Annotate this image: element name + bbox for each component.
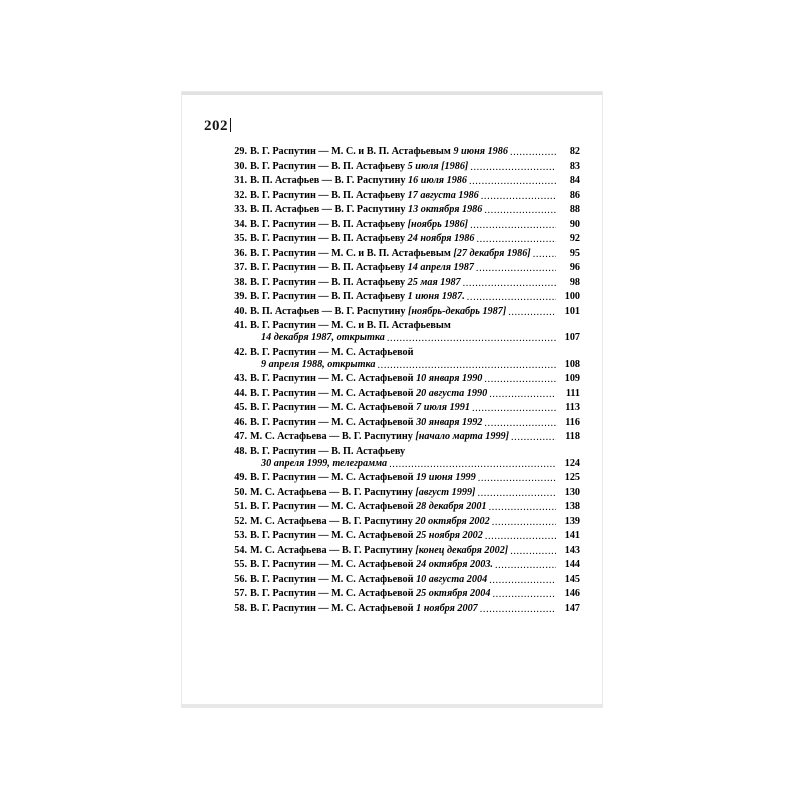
toc-entry-number: 35. — [234, 233, 247, 244]
toc-entry-correspondents: В. Г. Распутин — М. С. Астафьевой — [250, 559, 417, 570]
toc-leader-dots — [489, 389, 556, 397]
toc-entry-correspondents: В. Г. Распутин — М. С. Астафьевой — [250, 472, 417, 483]
toc-entry-correspondents: В. Г. Распутин — М. С. Астафьевой — [250, 573, 417, 585]
toc-entry-date: [конец декабря 2002] — [415, 544, 509, 556]
toc-entry-number: 33. — [234, 204, 247, 215]
toc-entry-number: 52. — [234, 515, 247, 527]
page-number — [204, 118, 231, 135]
toc-entry-page: 111 — [565, 387, 580, 399]
toc-entry-title — [250, 432, 509, 442]
toc-entry-number: 36. — [234, 247, 247, 259]
toc-entry-title — [250, 418, 482, 428]
toc-entry — [228, 205, 580, 215]
toc-leader-dots — [389, 459, 556, 467]
toc-entry-number: 29. — [234, 146, 247, 157]
toc-entry-page: 146 — [564, 588, 580, 599]
toc-entry-page: 107 — [564, 332, 580, 343]
toc-entry — [228, 374, 580, 384]
toc-entry-page: 139 — [564, 515, 580, 527]
toc-entry-page: 118 — [565, 431, 580, 442]
toc-entry-number: 30. — [234, 160, 247, 172]
toc-leader-dots — [508, 307, 556, 315]
toc-entry-date: 9 апреля 1988, открытка — [261, 358, 376, 370]
toc-entry-page: 141 — [564, 530, 580, 541]
toc-entry-title — [250, 205, 482, 215]
toc-entry-date: 30 апреля 1999, телеграмма — [261, 457, 388, 469]
toc-entry-date: [27 декабря 1986] — [453, 247, 531, 259]
toc-entry-correspondents: В. Г. Распутин — М. С. Астафьевой — [250, 346, 414, 358]
toc-entry-correspondents: В. Г. Распутин — М. С. Астафьевой — [250, 402, 417, 413]
toc-entry — [228, 162, 580, 172]
toc-entry-date: 28 декабря 2001 — [416, 501, 487, 512]
toc-entry-title — [250, 517, 490, 527]
toc-entry-date: 25 мая 1987 — [407, 276, 461, 288]
page-bottom-rule — [182, 704, 602, 707]
toc-entry-number: 49. — [234, 472, 247, 483]
toc-leader-dots — [478, 473, 556, 481]
toc-entry-number: 58. — [234, 602, 247, 614]
toc-entry-correspondents: В. Г. Распутин — В. П. Астафьеву — [250, 262, 408, 273]
toc-entry-date: 24 ноября 1986 — [407, 233, 475, 244]
toc-entry-page: 100 — [564, 291, 580, 302]
toc-entry-number: 51. — [234, 501, 247, 512]
toc-entry-correspondents: В. П. Астафьев — В. Г. Распутину — [250, 175, 408, 186]
toc-entry-title — [250, 249, 531, 259]
toc-entry-title — [250, 176, 467, 186]
toc-leader-dots — [510, 546, 556, 554]
toc-entry-number: 31. — [234, 175, 247, 186]
toc-entry-title — [250, 263, 474, 273]
toc-entry-date: 20 августа 1990 — [416, 387, 488, 399]
toc-entry-date: 24 октября 2003. — [416, 559, 493, 570]
toc-entry-number: 39. — [234, 291, 247, 302]
toc-entry — [228, 220, 580, 230]
toc-entry-number: 43. — [234, 373, 247, 384]
toc-entry-date: 16 июля 1986 — [408, 175, 467, 186]
toc-entry-correspondents: В. Г. Распутин — М. С. Астафьевой — [250, 530, 417, 541]
toc-entry-page: 147 — [564, 602, 580, 614]
toc-entry-page: 90 — [569, 218, 580, 230]
toc-entry — [228, 403, 580, 413]
toc-entry-number: 53. — [234, 530, 247, 541]
toc-entry-title — [250, 307, 506, 317]
toc-entry-page: 83 — [569, 160, 580, 172]
toc-leader-dots — [489, 575, 556, 583]
toc-leader-dots — [463, 278, 556, 286]
toc-entry-date: [август 1999] — [415, 486, 476, 498]
toc-entry — [228, 531, 580, 541]
toc-entry-date: [ноябрь-декабрь 1987] — [408, 305, 507, 317]
toc-entry-number: 55. — [234, 559, 247, 570]
toc-entry-date: 25 октября 2004 — [416, 588, 491, 599]
toc-leader-dots — [467, 292, 556, 300]
toc-entry-title — [250, 278, 461, 288]
toc-entry-title — [250, 389, 487, 399]
toc-entry-title — [250, 604, 478, 614]
toc-entry-number: 57. — [234, 588, 247, 599]
toc-entry — [228, 488, 580, 498]
toc-entry-page: 86 — [569, 189, 580, 201]
toc-entry — [228, 333, 580, 343]
toc-entry-date: 19 июня 1999 — [416, 472, 476, 483]
text-caret — [230, 118, 231, 132]
toc-entry — [228, 473, 580, 483]
toc-entry-title — [250, 473, 476, 483]
toc-entry-title — [250, 147, 508, 157]
toc-entry — [228, 389, 580, 399]
toc-entry-number: 42. — [234, 346, 247, 358]
toc-entry — [228, 432, 580, 442]
toc-entry-correspondents: В. Г. Распутин — В. П. Астафьеву — [250, 291, 408, 302]
toc-leader-dots — [470, 220, 556, 228]
toc-leader-dots — [378, 360, 556, 368]
toc-entry-title — [250, 292, 465, 302]
toc-entry-date: 7 июля 1991 — [416, 402, 470, 413]
toc-entry-title — [250, 333, 385, 343]
toc-entry-page: 84 — [569, 175, 580, 186]
toc-entry-title — [250, 348, 414, 358]
toc-entry-page: 109 — [564, 373, 580, 384]
toc-entry-page: 101 — [564, 305, 580, 317]
toc-leader-dots — [495, 560, 556, 568]
toc-entry — [228, 459, 580, 469]
toc-entry-correspondents: В. П. Астафьев — В. Г. Распутину — [250, 305, 408, 317]
toc-entry-correspondents: В. Г. Распутин — В. П. Астафьеву — [250, 160, 408, 172]
toc-entry — [228, 575, 580, 585]
toc-entry-title — [250, 234, 474, 244]
toc-entry-number: 32. — [234, 189, 247, 201]
toc-entry-correspondents: В. Г. Распутин — В. П. Астафьеву — [250, 233, 408, 244]
toc-entry-page: 92 — [569, 233, 580, 244]
toc-entry-date: 17 августа 1986 — [407, 189, 479, 201]
toc-entry-correspondents: В. Г. Распутин — М. С. и В. П. Астафьевым — [250, 146, 454, 157]
toc-entry-correspondents: В. Г. Распутин — В. П. Астафьеву — [250, 276, 408, 288]
toc-entry-page: 82 — [569, 146, 580, 157]
toc-leader-dots — [511, 432, 556, 440]
toc-entry-number: 38. — [234, 276, 247, 288]
toc-entry-correspondents: В. Г. Распутин — М. С. Астафьевой — [250, 588, 417, 599]
page-number-value: 202 — [204, 118, 228, 134]
toc-entry-correspondents: В. Г. Распутин — М. С. и В. П. Астафьевым — [250, 247, 454, 259]
toc-entry-title — [250, 459, 387, 469]
toc-entry-title — [250, 191, 479, 201]
toc-entry — [228, 191, 580, 201]
toc-entry — [228, 604, 580, 614]
toc-entry-page: 113 — [565, 402, 580, 413]
toc-entry-correspondents: В. Г. Распутин — М. С. Астафьевой — [250, 373, 417, 384]
toc-entry — [228, 517, 580, 527]
toc-entry-number: 50. — [234, 486, 247, 498]
toc-entry-number: 56. — [234, 573, 247, 585]
toc-leader-dots — [453, 321, 556, 329]
toc-entry-page: 125 — [564, 472, 580, 483]
toc-entry-date: 9 июня 1986 — [453, 146, 508, 157]
toc-entry-date: [начало марта 1999] — [415, 431, 510, 442]
toc-entry-correspondents: М. С. Астафьева — В. Г. Распутину — [250, 486, 416, 498]
toc-entry-title — [250, 321, 451, 331]
toc-leader-dots — [510, 147, 556, 155]
toc-entry-correspondents: В. Г. Распутин — В. П. Астафьеву — [250, 218, 408, 230]
toc-entry — [228, 292, 580, 302]
toc-entry-correspondents: В. Г. Распутин — М. С. и В. П. Астафьевым — [250, 320, 451, 331]
toc-entry-number: 37. — [234, 262, 247, 273]
toc-entry-page: 96 — [569, 262, 580, 273]
toc-leader-dots — [472, 403, 556, 411]
toc-entry-date: 30 января 1992 — [416, 416, 483, 428]
toc-entry — [228, 321, 580, 331]
toc-entry-title — [250, 220, 468, 230]
toc-entry-title — [250, 488, 475, 498]
toc-leader-dots — [481, 191, 556, 199]
toc-entry-title — [250, 403, 470, 413]
toc-leader-dots — [476, 263, 556, 271]
toc-leader-dots — [480, 604, 556, 612]
toc-entry-page: 144 — [564, 559, 580, 570]
toc-entry-date: 10 января 1990 — [416, 373, 483, 384]
toc-entry-correspondents: М. С. Астафьева — В. Г. Распутину — [250, 515, 416, 527]
toc-entry-page: 98 — [569, 276, 580, 288]
toc-leader-dots — [476, 234, 556, 242]
toc-entry — [228, 263, 580, 273]
toc-entry-correspondents: В. Г. Распутин — В. П. Астафьеву — [250, 189, 408, 201]
toc-entry-title — [250, 360, 376, 370]
toc-entry-number: 45. — [234, 402, 247, 413]
toc-entry-number: 41. — [234, 320, 247, 331]
toc-entry — [228, 147, 580, 157]
toc-entry-title — [250, 589, 490, 599]
toc-entry — [228, 234, 580, 244]
toc-entry-page: 116 — [565, 416, 580, 428]
toc-leader-dots — [485, 531, 556, 539]
toc-entry-correspondents: М. С. Астафьева — В. Г. Распутину — [250, 431, 416, 442]
toc-leader-dots — [477, 488, 556, 496]
toc-entry — [228, 278, 580, 288]
toc-entry-correspondents: В. П. Астафьев — В. Г. Распутину — [250, 204, 408, 215]
toc-leader-dots — [416, 348, 556, 356]
toc-entry-correspondents: В. Г. Распутин — М. С. Астафьевой — [250, 602, 417, 614]
toc-entry-title — [250, 531, 483, 541]
toc-entry-page: 138 — [564, 501, 580, 512]
toc-entry — [228, 560, 580, 570]
toc-entry — [228, 589, 580, 599]
toc-entry-title — [250, 502, 487, 512]
toc-leader-dots — [484, 374, 556, 382]
toc-leader-dots — [469, 176, 556, 184]
toc-entry-correspondents: В. Г. Распутин — М. С. Астафьевой — [250, 501, 417, 512]
toc-entry-number: 34. — [234, 218, 247, 230]
toc-entry-date: 5 июля [1986] — [407, 160, 469, 172]
toc-leader-dots — [492, 517, 556, 525]
toc-entry-date: 14 декабря 1987, открытка — [261, 332, 385, 343]
toc-entry-number: 44. — [234, 387, 247, 399]
toc-leader-dots — [387, 333, 556, 341]
toc-entry-page: 143 — [564, 544, 580, 556]
toc-entry — [228, 502, 580, 512]
toc-entry-correspondents: В. Г. Распутин — М. С. Астафьевой — [250, 416, 417, 428]
toc-entry-date: 25 ноября 2002 — [416, 530, 483, 541]
toc-leader-dots — [492, 589, 556, 597]
toc-entry — [228, 447, 580, 457]
toc-entry-title — [250, 162, 468, 172]
toc-entry — [228, 546, 580, 556]
toc-entry — [228, 348, 580, 358]
toc-entry-date: 13 октября 1986 — [408, 204, 483, 215]
table-of-contents-list — [228, 147, 580, 618]
toc-entry-number: 54. — [234, 544, 247, 556]
toc-entry-date: 20 октября 2002 — [415, 515, 490, 527]
toc-entry-title — [250, 447, 405, 457]
toc-entry — [228, 176, 580, 186]
toc-entry-page: 130 — [564, 486, 580, 498]
toc-entry-number: 46. — [234, 416, 247, 428]
toc-leader-dots — [489, 502, 556, 510]
toc-entry-page: 124 — [564, 457, 580, 469]
toc-entry-page: 108 — [564, 358, 580, 370]
toc-entry-correspondents: В. Г. Распутин — М. С. Астафьевой — [250, 387, 417, 399]
toc-entry-title — [250, 546, 508, 556]
toc-entry-date: [ноябрь 1986] — [407, 218, 469, 230]
toc-entry-page: 95 — [569, 247, 580, 259]
toc-entry-date: 14 апреля 1987 — [407, 262, 474, 273]
toc-entry-date: 1 июня 1987. — [407, 291, 465, 302]
toc-entry-correspondents: М. С. Астафьева — В. Г. Распутину — [250, 544, 416, 556]
toc-leader-dots — [484, 205, 556, 213]
toc-entry — [228, 360, 580, 370]
toc-entry-page: 88 — [569, 204, 580, 215]
toc-entry-number: 47. — [234, 431, 247, 442]
page-top-rule — [182, 92, 602, 95]
toc-entry — [228, 249, 580, 259]
toc-leader-dots — [407, 447, 556, 455]
toc-entry-number: 40. — [234, 305, 247, 317]
toc-entry-date: 1 ноября 2007 — [416, 602, 478, 614]
toc-leader-dots — [484, 418, 556, 426]
toc-entry — [228, 418, 580, 428]
toc-entry — [228, 307, 580, 317]
toc-leader-dots — [533, 249, 556, 257]
book-page-scan — [182, 92, 602, 707]
toc-entry-title — [250, 575, 487, 585]
toc-entry-title — [250, 374, 482, 384]
toc-entry-title — [250, 560, 493, 570]
toc-leader-dots — [470, 162, 556, 170]
toc-entry-number: 48. — [234, 445, 247, 457]
toc-entry-page: 145 — [564, 573, 580, 585]
toc-entry-correspondents: В. Г. Распутин — В. П. Астафьеву — [250, 445, 406, 457]
toc-entry-date: 10 августа 2004 — [416, 573, 488, 585]
